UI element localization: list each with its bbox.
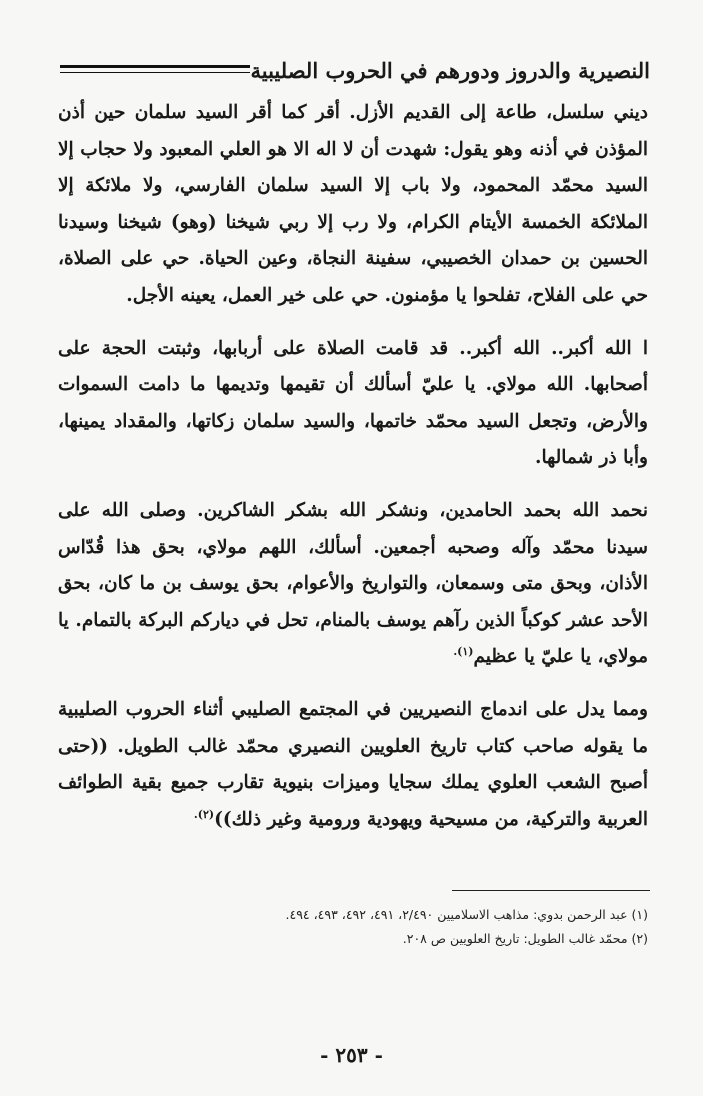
footnote-2: (٢) محمّد غالب الطويل: تاريخ العلويين ص ٢٠٨. bbox=[402, 931, 648, 946]
body-text bbox=[58, 95, 648, 854]
footnote-1: (١) عبد الرحمن بدوي: مذاهب الاسلاميين ٢/٤٩٠، ٤٩١، ٤٩٢، ٤٩٣، ٤٩٤. bbox=[285, 907, 648, 922]
header-rule-thick bbox=[60, 65, 250, 68]
paragraph-2 bbox=[58, 331, 648, 477]
paragraph-3 bbox=[58, 493, 648, 676]
paragraph-1 bbox=[58, 95, 648, 315]
running-header bbox=[60, 50, 650, 90]
header-rule bbox=[60, 65, 250, 75]
footnotes bbox=[58, 903, 648, 951]
paragraph-text: ا الله أكبر.. الله أكبر.. قد قامت الصلاة على أربابها، وثبتت الحجة على أصحابها. الله مولاي. يا عليّ أسألك أن تقيمها وتديمها ما دامت السموات والأرض، وتجعل السيد محمّد خاتمها، والسيد سلمان زكاتها، والمقداد يمينها، وأبا ذر شمالها. bbox=[58, 337, 648, 469]
footnote-separator bbox=[452, 890, 650, 891]
paragraph-4 bbox=[58, 692, 648, 838]
header-rule-thin bbox=[60, 72, 250, 73]
running-title: النصيرية والدروز ودورهم في الحروب الصليبية bbox=[250, 57, 650, 83]
footnote-ref-1: (١). bbox=[453, 645, 474, 659]
paragraph-text: ومما يدل على اندماج النصيريين في المجتمع الصليبي أثناء الحروب الصليبية ما يقوله صاحب كتاب تاريخ العلويين النصيري محمّد غالب الطويل. ((حتى أصبح الشعب العلوي يملك سجايا وميزات بنيوية تقارب جميع بقية الطوائف العربية والتركية، من مسيحية ويهودية ورومية وغير ذلك)) bbox=[58, 698, 648, 830]
footnote-ref-2: (٢). bbox=[193, 807, 215, 821]
page-number: - ٢٥٣ - bbox=[320, 1043, 383, 1067]
paragraph-text: ديني سلسل، طاعة إلى القديم الأزل. أقر كما أقر السيد سلمان حين أذن المؤذن في أذنه وهو يقول: شهدت أن لا اله الا هو العلي المعبود ولا حجاب إلا السيد محمّد المحمود، ولا باب إلا السيد سلمان الفارسي، ولا ملائكة إلا الملائكة الخمسة الأيتام الكرام، ولا رب إلا ربي شيخنا (وهو) شيخنا وسيدنا الحسين بن حمدان الخصيبي، سفينة النجاة، وعين الحياة. حي على الصلاة، حي على الفلاح، تفلحوا يا مؤمنون. حي على خير العمل، يعينه الأجل. bbox=[58, 102, 648, 306]
paragraph-text: نحمد الله بحمد الحامدين، ونشكر الله بشكر الشاكرين. وصلى الله على سيدنا محمّد وآله وصحبه أجمعين. أسألك، اللهم مولاي، بحق هذا قُدّاس الأذان، وبحق متى وسمعان، والتواريخ والأعوام، بحق يوسف بن ما كان، بحق الأحد عشر كوكباً الذين رآهم يوسف بالمنام، تحل في دياركم البركة بالتمام. يا مولاي، يا عليّ يا عظيم bbox=[58, 499, 648, 668]
